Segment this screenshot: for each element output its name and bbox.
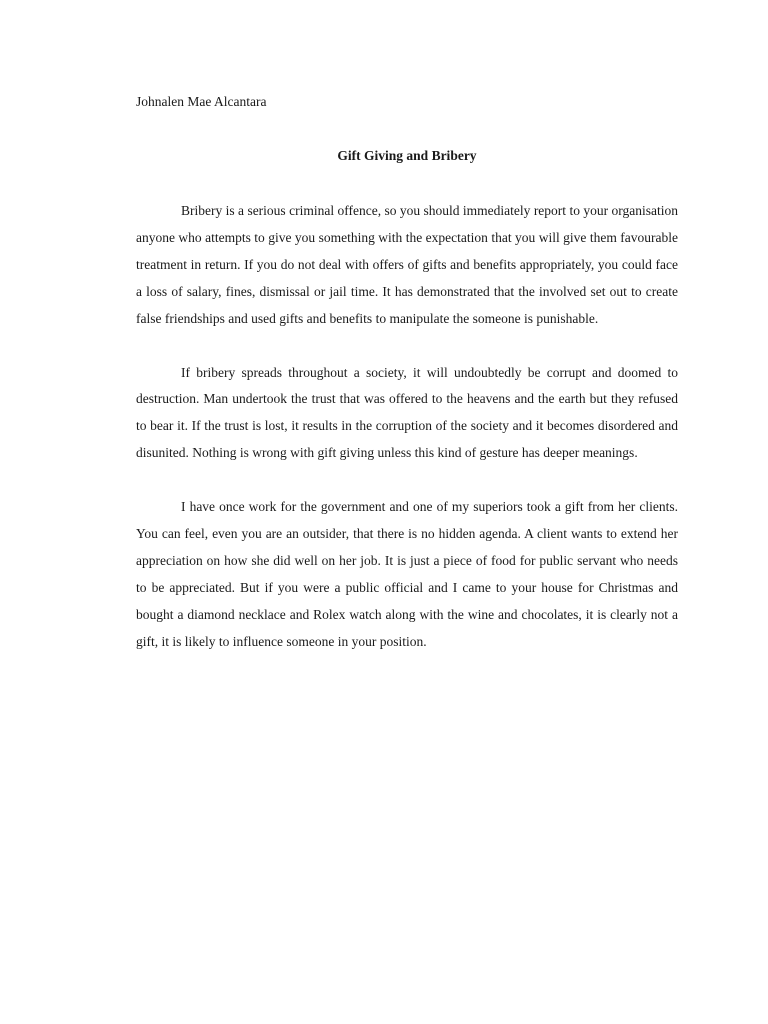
- paragraph-1: Bribery is a serious criminal offence, so you should immediately report to your organisation anyone who attempts to give you something with the expectation that you will give them favourable treatment in return. If you do not deal with offers of gifts and benefits appropriately, you could face a loss of salary, fines, dismissal or jail time. It has demonstrated that the involved set out to create false friendships and used gifts and benefits to manipulate the someone is punishable.: [136, 203, 678, 326]
- document-title: Gift Giving and Bribery: [337, 148, 477, 163]
- document-body: [136, 198, 678, 683]
- paragraph-2: If bribery spreads throughout a society, it will undoubtedly be corrupt and doomed to destruction. Man undertook the trust that was offered to the heavens and the earth but they refused to bear it. If the trust is lost, it results in the corruption of the society and it becomes disordered and disunited. Nothing is wrong with gift giving unless this kind of gesture has deeper meanings.: [136, 364, 678, 461]
- author-name: Johnalen Mae Alcantara: [136, 94, 267, 109]
- paragraph-3: I have once work for the government and one of my superiors took a gift from her clients. You can feel, even you are an outsider, that there is no hidden agenda. A client wants to extend her appreciation on how she did well on her job. It is just a piece of food for public servant who needs to be appreciated. But if you were a public official and I came to your house for Christmas and bought a diamond necklace and Rolex watch along with the wine and chocolates, it is clearly not a gift, it is likely to influence someone in your position.: [136, 499, 678, 649]
